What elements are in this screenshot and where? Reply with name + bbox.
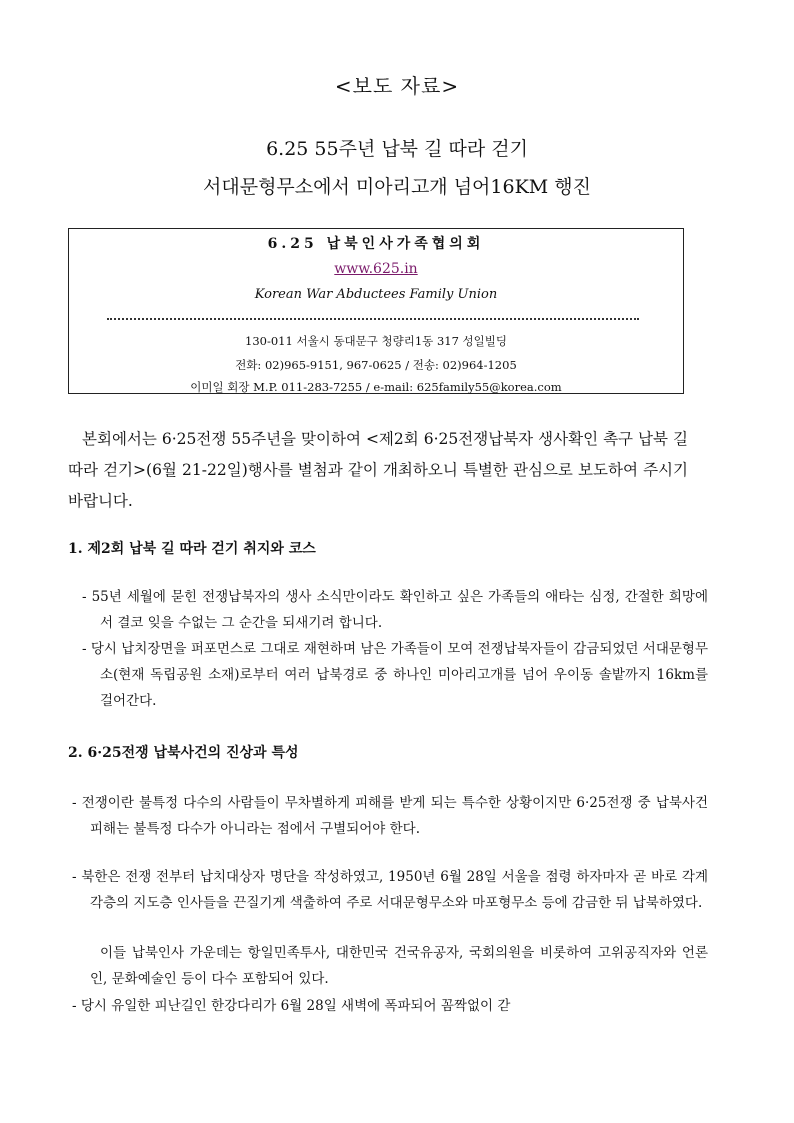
organization-name: 6.25 납북인사가족협의회	[267, 236, 485, 252]
organization-name-english: Korean War Abductees Family Union	[254, 287, 498, 302]
section-2-bullet: - 북한은 전쟁 전부터 납치대상자 명단을 작성하였고, 1950년 6월 28일 서울을 점령 하자마자 곧 바로 각계각층의 지도층 인사들을 끈질기게 색출하여 주로 서대문형무소와 마포형무소 등에 감금한 뒤 납북하였다.	[72, 869, 708, 911]
section-2-bullet: - 당시 유일한 피난길인 한강다리가 6월 28일 새벽에 폭파되어 꼼짝없이 갇	[72, 998, 511, 1014]
document-label: <보도 자료>	[334, 74, 460, 98]
organization-box	[68, 228, 684, 394]
section-2-paragraph	[72, 940, 708, 992]
intro-paragraph: 본회에서는 6·25전쟁 55주년을 맞이하여 <제2회 6·25전쟁납북자 생사확인 촉구 납북 길 따라 걷기>(6월 21-22일)행사를 별첨과 같이 개최하오니 특별한 관심으로 보도하여 주시기 바랍니다.	[68, 430, 688, 510]
title-line-1: 6.25 55주년 납북 길 따라 걷기	[266, 138, 528, 160]
section-2-heading: 2. 6·25전쟁 납북사건의 진상과 특성	[68, 745, 299, 761]
organization-url-link[interactable]: www.625.in	[334, 261, 418, 277]
section-1-bullet: - 55년 세월에 묻힌 전쟁납북자의 생사 소식만이라도 확인하고 싶은 가족들의 애타는 심정, 간절한 희망에서 결코 잊을 수없는 그 순간을 되새기려 합니다.	[82, 589, 708, 631]
section-2-paragraph-text: 이들 납북인사 가운데는 항일민족투사, 대한민국 건국유공자, 국회의원을 비롯하여 고위공직자와 언론인, 문화예술인 등이 다수 포함되어 있다.	[90, 945, 708, 987]
organization-email: 이미일 회장 M.P. 011-283-7255 / e-mail: 625family55@korea.com	[190, 380, 562, 394]
section-1-heading: 1. 제2회 납북 길 따라 걷기 취지와 코스	[68, 541, 316, 557]
section-1-bullet: - 당시 납치장면을 퍼포먼스로 그대로 재현하며 남은 가족들이 모여 전쟁납북자들이 감금되었던 서대문형무소(현재 독립공원 소재)로부터 여러 납북경로 중 하나인 미아리고개를 넘어 우이동 솔밭까지 16km를 걸어간다.	[82, 641, 708, 709]
section-2-bullet: - 전쟁이란 불특정 다수의 사람들이 무차별하게 피해를 받게 되는 특수한 상황이지만 6·25전쟁 중 납북사건 피해는 불특정 다수가 아니라는 점에서 구별되어야 한다.	[72, 795, 708, 837]
dotted-divider	[107, 318, 639, 320]
organization-address: 130-011 서울시 동대문구 청량리1동 317 성일빌딩	[245, 334, 507, 348]
title-line-2: 서대문형무소에서 미아리고개 넘어16KM 행진	[203, 176, 591, 198]
organization-phone: 전화: 02)965-9151, 967-0625 / 전송: 02)964-1205	[235, 358, 517, 372]
